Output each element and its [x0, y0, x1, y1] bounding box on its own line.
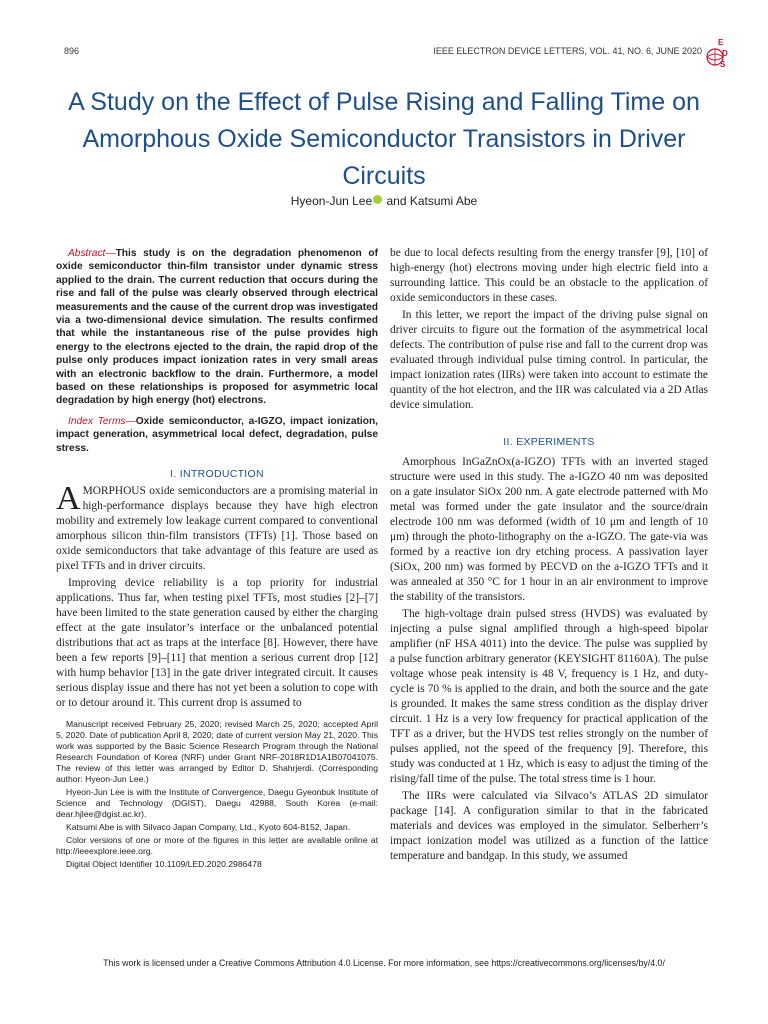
right-column — [390, 246, 708, 866]
experiments-paragraph-2: The high-voltage drain pulsed stress (HVDS) was evaluated by injecting a pulse signal amplified through a high-speed bipolar amplifier (nF HSA 4011) into the device. The pulse was supplied by a pulse function arbitrary generator (KEYSIGHT 81160A). The pulse voltage whose peak intensity is 48 V, frequency is 1 Hz, and duty-cycle is 70 % is applied to the drain, and both the source and the gate is grounded. It makes the same stress condition as the display driver circuit. 1 Hz is a very low frequency for practical application of the TFT as a driver, but the HVDS test relies strongly on the number of pulses applied, not the speed of the frequency [9]. Therefore, this study was conducted at 1 Hz, which is easy to adjust the timing of the rising/fall time of the pulse. The total stress time is 1 hour. — [390, 608, 708, 785]
index-terms: Index Terms—Oxide semiconductor, a-IGZO, impact ionization, impact generation, asymmetrical local defect, degradation, pulse stress. — [56, 415, 378, 454]
intro-paragraph-2: Improving device reliability is a top priority for industrial applications. Thus far, when testing pixel TFTs, most studies [2]–[7] have been limited to the state generation caused by either the charging effect at the gate insulator’s interface or the unbalanced potential distributions that act as traps at the interface [8]. However, there have been a few reports [9]–[11] that mention a serious current drop [12] with hump behavior [13] in the gate driver integrated circuit. It causes serious display issue and there has not yet been a solution to cope with or to detour around it. This current drop is assumed to — [56, 577, 378, 710]
license-footer: This work is licensed under a Creative Commons Attribution 4.0 License. For more information, see https://creativecommons.org/licenses/by/4.0/ — [103, 958, 665, 968]
page-number: 896 — [64, 46, 80, 56]
author-rest: and Katsumi Abe — [383, 194, 478, 208]
author-first: Hyeon-Jun Lee — [290, 194, 373, 208]
footnote-color: Color versions of one or more of the figures in this letter are available online at http://ieeexplore.ieee.org. — [56, 835, 378, 857]
index-terms-label: Index Terms — [68, 415, 126, 427]
orcid-icon[interactable] — [373, 195, 382, 204]
experiments-paragraph-1: Amorphous InGaZnOx(a-IGZO) TFTs with an inverted staged structure were used in this study. The a-IGZO 40 nm was deposited on a gate insulator SiOx 200 nm. A gate electrode patterned with Mo metal was formed under the gate insulator and the source/drain electrode 100 nm was deformed (width of 10 μm and length of 10 μm) through the photo-lithography on the a-IGZO. The gate-via was formed by a reactive ion dry etching process. A passivation layer (SiOx, 200 nm) was formed by PECVD on the a-IGZO TFTs and it was annealed at 350 °C for 1 hour in an air environment to improve the stability of the transistors. — [390, 456, 708, 603]
logo-letter-s: S — [720, 60, 726, 69]
eds-logo — [702, 38, 728, 70]
experiments-paragraph-3: The IIRs were calculated via Silvaco’s ATLAS 2D simulator package [14]. A configuration similar to that in the fabricated materials and devices was employed in the simulator. Selberherr’s impact ionization model was utilized as a function of the lattice temperature and bandgap. In this study, we assumed — [390, 790, 708, 862]
section-heading-experiments: II. EXPERIMENTS — [503, 436, 595, 448]
footnote-author-abe: Katsumi Abe is with Silvaco Japan Company, Ltd., Kyoto 604-8152, Japan. — [66, 822, 351, 833]
introduction-body — [56, 480, 378, 711]
section-heading-introduction: I. INTRODUCTION — [170, 468, 264, 481]
intro-paragraph-1 — [56, 480, 378, 574]
footnote-author-lee: Hyeon-Jun Lee is with the Institute of Convergence, Daegu Gyeonbuk Institute of Science and Technology (DGIST), Daegu 42988, South Korea (e-mail: dear.hjlee@dgist.ac.kr). — [56, 787, 378, 820]
intro-continued-paragraph: be due to local defects resulting from the energy transfer [9], [10] of high-energy (hot) electrons moving under high electric field into a surrounding lattice. This could be an obstacle to the application of oxide semiconductors in these cases. — [390, 247, 708, 304]
left-column — [56, 247, 378, 872]
intro-paragraph-1-text: MORPHOUS oxide semiconductors are a promising material in high-performance displays because they have high electron mobility and extremely low leakage current compared to conventional amorphous silicon thin-film transistors (TFTs) [1]. Those based on oxide semiconductors that take advantage of this feature are used as pixel TFTs and in driver circuits. — [56, 485, 378, 573]
abstract-label: Abstract — [68, 248, 106, 259]
journal-header: IEEE ELECTRON DEVICE LETTERS, VOL. 41, NO. 6, JUNE 2020 — [433, 46, 702, 56]
dropcap-letter: A — [56, 480, 81, 518]
index-terms-text: Oxide semiconductor, a-IGZO, impact ionization, impact generation, asymmetrical local defect, degradation, pulse stress. — [56, 415, 378, 454]
footnote-manuscript: Manuscript received February 25, 2020; revised March 25, 2020; accepted April 5, 2020. Date of publication April 8, 2020; date of current version May 21, 2020. This work was supported by the Basic Science Research Program through the National Research Foundation of Korea (NRF) under Grant NRF-2018R1D1A1B07041075. The review of this letter was arranged by Editor D. Shahrjerdi. (Corresponding author: Hyeon-Jun Lee.) — [56, 719, 378, 785]
footnotes — [56, 719, 378, 870]
footnote-doi: Digital Object Identifier 10.1109/LED.2020.2986478 — [66, 859, 262, 870]
paper-title: A Study on the Effect of Pulse Rising and Falling Time on Amorphous Oxide Semiconductor Transistors in Driver Circuits — [68, 88, 700, 190]
intro-paragraph-3: In this letter, we report the impact of the driving pulse signal on driver circuits to figure out the formation of the asymmetrical local defects. The contribution of pulse rise and fall to the current drop was evaluated through individual pulse timing control. In particular, the impact ionization rates (IIRs) were taken into account to estimate the quantity of the hot electron, and the IIR was calculated via a 2D Atlas device simulation. — [390, 309, 708, 411]
abstract-text: This study is on the degradation phenomenon of oxide semiconductor thin-film transistor under dynamic stress applied to the drain. The current reduction that occurs during the rise and fall of the pulse was clearly observed through electrical measurements and the cause of the current drop was investigated via a two-dimensional device simulation. The results confirmed that while the instantaneous rise of the pulse provides high energy to the electrons ejected to the drain, the rapid drop of the pulse only produces impact ionization rates in very small areas with an electronic backflow to the drain. Furthermore, a model based on these relationships is proposed for asymmetric local degradation by high energy (hot) electrons. — [56, 248, 378, 407]
logo-letter-d: D — [722, 49, 728, 58]
logo-letter-e: E — [718, 38, 724, 47]
author-line — [0, 194, 768, 208]
abstract: Abstract—This study is on the degradation phenomenon of oxide semiconductor thin-film transistor under dynamic stress applied to the drain. The current reduction that occurs during the rise and fall of the pulse was clearly observed through electrical measurements and the cause of the current drop was investigated via a two-dimensional device simulation. The results confirmed that while the instantaneous rise of the pulse provides high energy to the electrons ejected to the drain, the rapid drop of the pulse only produces impact ionization rates in very small areas with an electronic backflow to the drain. Furthermore, a model based on these relationships is proposed for asymmetric local degradation by high energy (hot) electrons. — [56, 248, 378, 407]
